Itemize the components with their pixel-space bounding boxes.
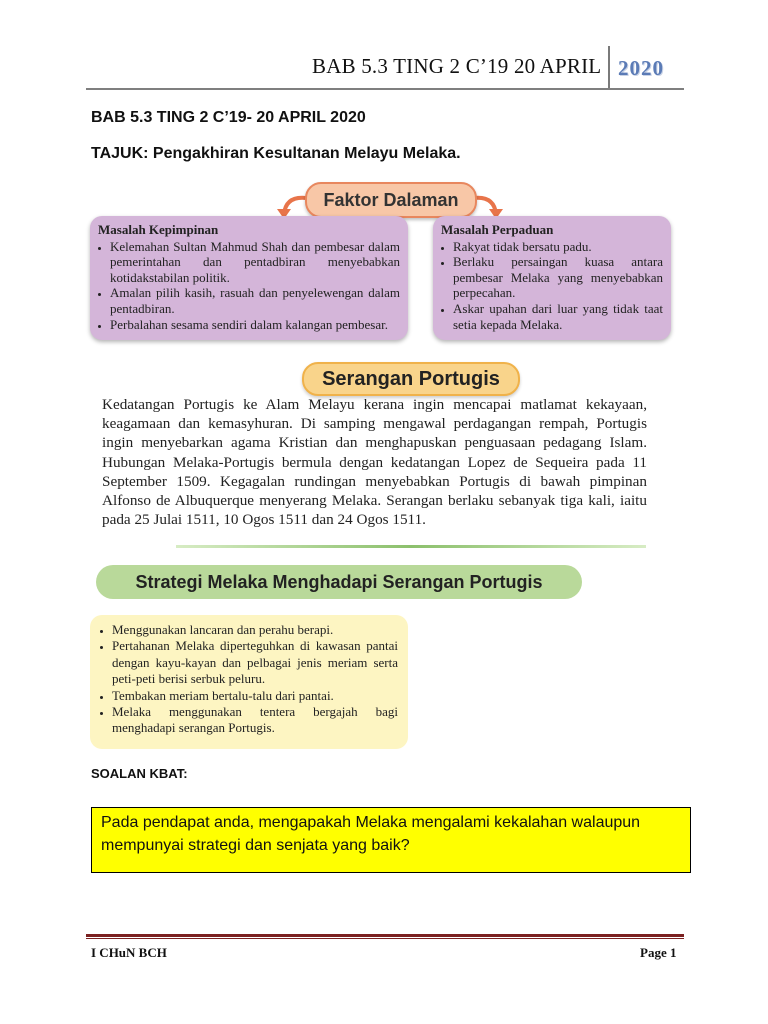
list-item: • Amalan pilih kasih, rasuah dan penyelewengan dalam pentadbiran. (110, 285, 400, 316)
list-item: • Rakyat tidak bersatu padu. (453, 239, 663, 255)
section-divider (176, 545, 646, 548)
list-item: • Kelemahan Sultan Mahmud Shah dan pembesar dalam pemerintahan dan pentadbiran menyebabkan kotidakstabilan politik. (110, 239, 400, 286)
footer-page-number: Page 1 (640, 945, 677, 960)
masalah-kepimpinan-box (90, 216, 408, 340)
faktor-dalaman-title: Faktor Dalaman (305, 182, 477, 218)
serangan-portugis-title: Serangan Portugis (302, 362, 520, 396)
masalah-perpaduan-box (433, 216, 671, 340)
kbat-label: SOALAN KBAT: (91, 766, 188, 781)
header-rule (86, 88, 684, 90)
list-item: • Melaka menggunakan tentera bergajah bagi menghadapi serangan Portugis. (112, 704, 398, 737)
doc-heading: BAB 5.3 TING 2 C’19- 20 APRIL 2020 (91, 109, 366, 126)
footer-rule (86, 934, 684, 937)
kbat-question-box: Pada pendapat anda, mengapakah Melaka mengalami kekalahan walaupun mempunyai strategi dan senjata yang baik? (91, 807, 691, 873)
header-year: 2020 (618, 56, 664, 80)
list-item: • Pertahanan Melaka diperteguhkan di kawasan pantai dengan kayu-kayan dan pelbagai jenis meriam serta peti-peti berisi serbuk peluru. (112, 638, 398, 687)
header-title: BAB 5.3 TING 2 C’19 20 APRIL (312, 54, 602, 78)
strategi-box (90, 615, 408, 749)
footer-author: I CHuN BCH (91, 945, 167, 960)
serangan-portugis-paragraph: Kedatangan Portugis ke Alam Melayu kerana ingin mencapai matlamat kekayaan, keagamaan dan kemasyhuran. Di samping mengawal perdagangan rempah, Portugis ingin menyebarkan agama Kristian dan menghapuskan penguasaan pedagang Islam. Hubungan Melaka-Portugis bermula dengan kedatangan Lopez de Sequeira pada 11 September 1509. Kegagalan rundingan menyebabkan Portugis di bawah pimpinan Alfonso de Albuquerque menyerang Melaka. Serangan berlaku sebanyak tiga kali, iaitu pada 25 Julai 1511, 10 Ogos 1511 dan 24 Ogos 1511. (102, 396, 647, 529)
doc-topic: TAJUK: Pengakhiran Kesultanan Melayu Melaka. (91, 145, 461, 162)
list-item: • Askar upahan dari luar yang tidak taat setia kepada Melaka. (453, 301, 663, 332)
strategi-title: Strategi Melaka Menghadapi Serangan Portugis (96, 565, 582, 599)
header-divider (608, 46, 610, 90)
footer-rule-thin (86, 938, 684, 939)
masalah-kepimpinan-heading: Masalah Kepimpinan (98, 222, 219, 237)
list-item: • Berlaku persaingan kuasa antara pembesar Melaka yang menyebabkan perpecahan. (453, 254, 663, 301)
list-item: • Menggunakan lancaran dan perahu berapi. (112, 622, 398, 638)
list-item: • Perbalahan sesama sendiri dalam kalangan pembesar. (110, 317, 400, 333)
list-item: • Tembakan meriam bertalu-talu dari pantai. (112, 688, 398, 704)
masalah-perpaduan-heading: Masalah Perpaduan (441, 222, 554, 237)
